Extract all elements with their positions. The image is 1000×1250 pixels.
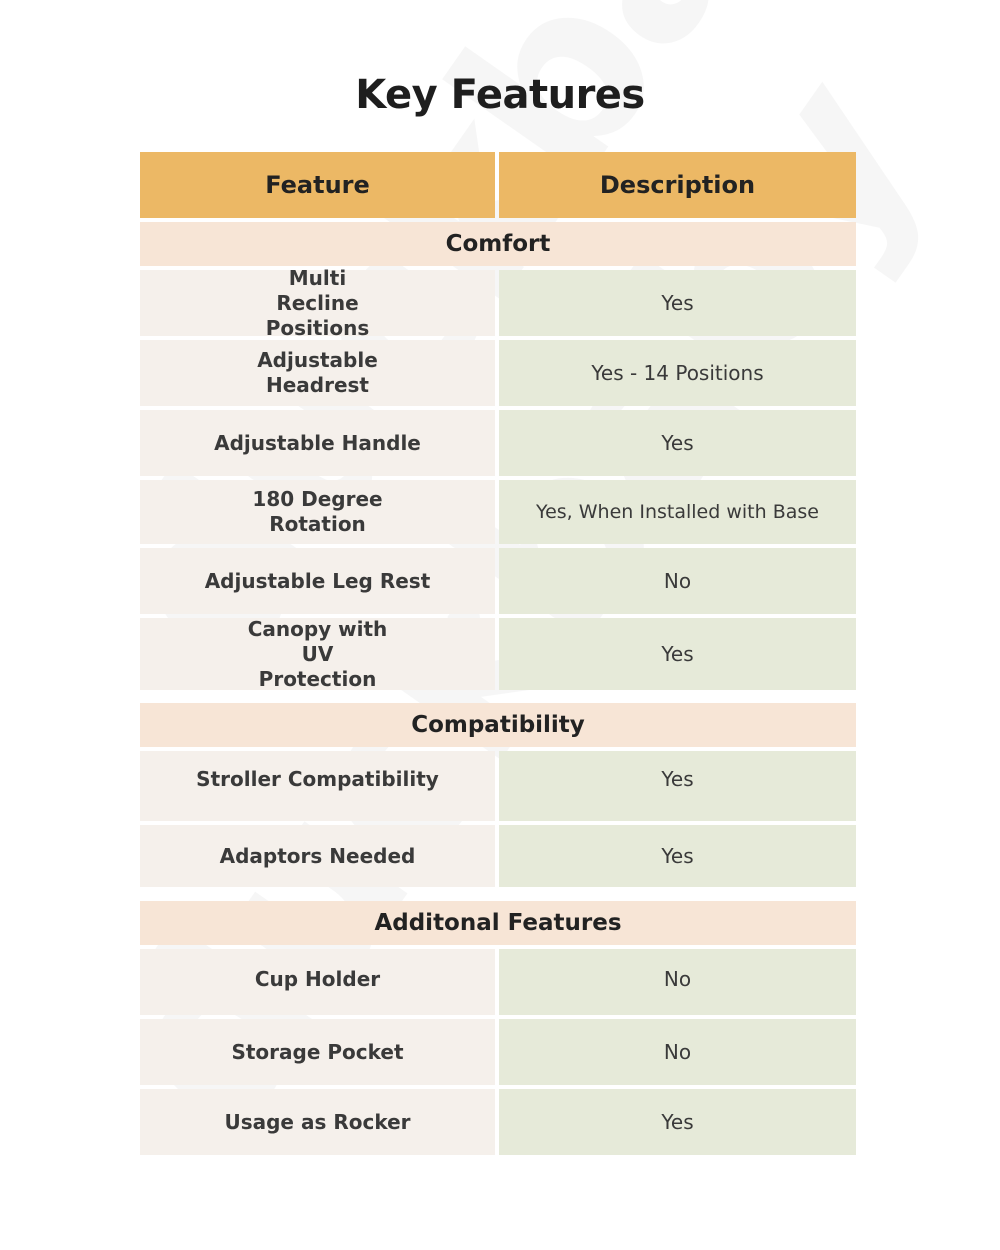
description-cell: No [499, 1019, 856, 1085]
table-row [140, 949, 856, 1015]
description-cell: Yes - 14 Positions [499, 340, 856, 406]
table-row [140, 1019, 856, 1085]
table-row [140, 265, 856, 340]
table-row [140, 618, 856, 690]
description-cell: No [499, 548, 856, 614]
feature-cell: 180 Degree Rotation [140, 480, 495, 544]
table-row [140, 825, 856, 887]
section-header: Additonal Features [140, 901, 856, 945]
column-header-description: Description [499, 152, 856, 218]
page-title: Key Features [355, 72, 645, 118]
section-header: Compatibility [140, 703, 856, 747]
description-cell: Yes, When Installed with Base [499, 480, 856, 544]
feature-cell: Adjustable Headrest [140, 340, 495, 406]
table-row [140, 548, 856, 614]
feature-cell: Canopy with UV Protection [140, 618, 495, 690]
description-cell: Yes [499, 410, 856, 476]
features-table [140, 152, 856, 1159]
table-row [140, 340, 856, 406]
table-row [140, 480, 856, 544]
description-cell: Yes [499, 618, 856, 690]
feature-cell: Cup Holder [140, 949, 495, 1015]
section-header: Comfort [140, 222, 856, 266]
feature-cell: Adaptors Needed [140, 825, 495, 887]
description-cell: Yes [499, 751, 856, 821]
table-header [140, 152, 856, 218]
feature-cell: Storage Pocket [140, 1019, 495, 1085]
feature-cell: Adjustable Handle [140, 410, 495, 476]
column-header-feature: Feature [140, 152, 495, 218]
feature-cell: Usage as Rocker [140, 1089, 495, 1155]
feature-cell: Multi Recline Positions [140, 270, 495, 336]
feature-cell: Adjustable Leg Rest [140, 548, 495, 614]
table-row [140, 751, 856, 821]
description-cell: Yes [499, 1089, 856, 1155]
table-row [140, 1089, 856, 1155]
feature-cell: Stroller Compatibility [140, 751, 495, 821]
description-cell: Yes [499, 270, 856, 336]
table-row [140, 410, 856, 476]
description-cell: Yes [499, 825, 856, 887]
description-cell: No [499, 949, 856, 1015]
